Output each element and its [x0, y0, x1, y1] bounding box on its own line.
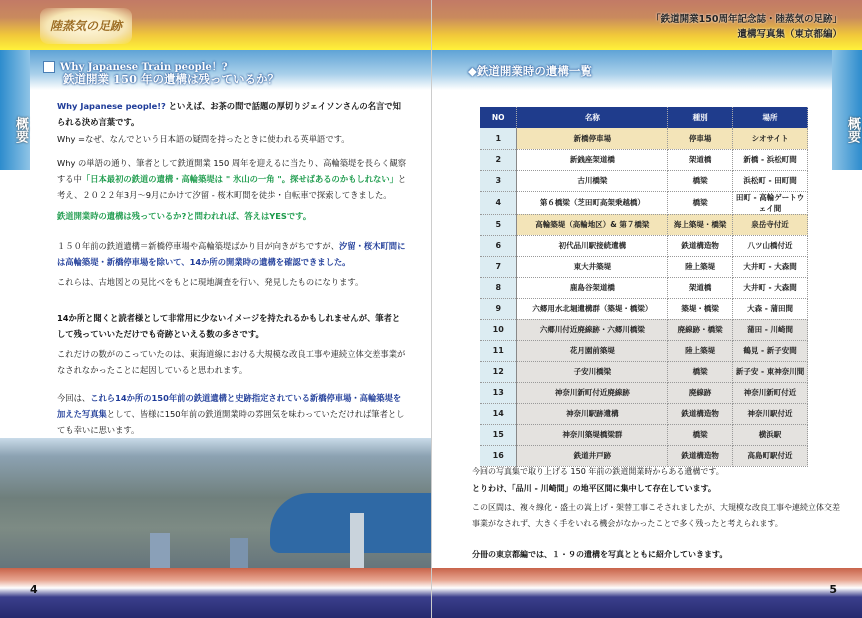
header-line: 「鉄道開業150周年記念誌・陸蒸気の足跡」 — [651, 14, 842, 25]
cell-name: 新橋停車場 — [517, 128, 668, 149]
section-title-line2: 鉄道開業 150 年の遺構は残っているか？ — [63, 72, 280, 86]
text: Why の単語の通り、筆者として鉄道開業 150 周年を迎えるに当たり、高輪築堤を長らく観察する中 — [57, 158, 407, 184]
paragraph-reason: これだけの数がのこっていたのは、東海道線における大規模な改良工事や連続立体交差事業がなされなかったことに起因していると思われます。 — [57, 349, 406, 375]
table-row — [480, 191, 808, 214]
cell-location: 神奈川新町付近 — [733, 382, 808, 403]
paragraph-summary: 今回の写真集で取り上げる 150 年前の鉄道開業時からある遺構です。 — [472, 467, 724, 476]
logo: 陸蒸気の足跡 — [40, 8, 132, 44]
header-location: 場所 — [733, 107, 808, 128]
cell-location: 鶴見 - 新子安間 — [733, 340, 808, 361]
cell-name: 神奈川新町付近廃線跡 — [517, 382, 668, 403]
table-row — [480, 256, 808, 277]
cell-type: 橋梁 — [668, 361, 733, 382]
cell-no: 14 — [480, 403, 517, 424]
highlight-text: これら14か所の150年前の鉄道遺構と史跡指定されている新橋停車場・高輪築堤を加えた写真集 — [57, 393, 402, 419]
table-row — [480, 277, 808, 298]
highlight-text: Why Japanese people!? — [57, 101, 166, 111]
cell-type: 陸上築堤 — [668, 256, 733, 277]
cell-name: 東大井築堤 — [517, 256, 668, 277]
remains-table — [480, 107, 808, 467]
paragraph-intro — [57, 98, 407, 130]
cell-type: 橋梁 — [668, 424, 733, 445]
cell-type: 架道橋 — [668, 277, 733, 298]
table-row — [480, 298, 808, 319]
footer-band — [432, 568, 862, 588]
header-name: 名称 — [517, 107, 668, 128]
cell-no: 8 — [480, 277, 517, 298]
cell-no: 6 — [480, 235, 517, 256]
footer-band — [0, 568, 431, 588]
cell-no: 7 — [480, 256, 517, 277]
table-row — [480, 382, 808, 403]
cell-name: 六郷川付近廃線跡・六郷川橋梁 — [517, 319, 668, 340]
checkbox-icon — [43, 61, 55, 73]
cell-type: 陸上築堤 — [668, 340, 733, 361]
cell-name: 第６橋梁（芝田町高架乗越橋） — [517, 191, 668, 214]
cell-type: 橋梁 — [668, 170, 733, 191]
table-row — [480, 340, 808, 361]
cell-name: 高輪築堤（高輪地区）& 第７橋梁 — [517, 214, 668, 235]
side-tab-overview: 概要 — [832, 50, 862, 170]
section-title-line1: Why Japanese Train people！? — [60, 62, 228, 73]
cell-no: 11 — [480, 340, 517, 361]
table-row — [480, 319, 808, 340]
cell-name: 花月園前築堤 — [517, 340, 668, 361]
building — [150, 533, 170, 573]
cell-location: 横浜駅 — [733, 424, 808, 445]
text: １５０年前の鉄道遺構＝新橋停車場や高輪築堤ばかり目が向きがちですが、 — [57, 241, 340, 251]
right-page — [432, 0, 862, 618]
highlight-text: 「日本最初の鉄道の遺構・高輪築堤は " 氷山の一角 "。探せばあるのかもしれない」 — [81, 174, 398, 184]
cell-type: 鉄道構造物 — [668, 445, 733, 466]
header-line: 遺構写真集（東京都編） — [737, 29, 842, 40]
cell-location: 神奈川駅付近 — [733, 403, 808, 424]
cell-no: 13 — [480, 382, 517, 403]
table-row — [480, 149, 808, 170]
cell-location: 浜松町 - 田町間 — [733, 170, 808, 191]
cell-no: 12 — [480, 361, 517, 382]
cell-type: 廃線跡・橋梁 — [668, 319, 733, 340]
table-header — [480, 107, 808, 128]
cell-no: 2 — [480, 149, 517, 170]
cell-location: 大井町 - 大森間 — [733, 256, 808, 277]
text: 今回は、 — [57, 393, 91, 403]
cell-location: 新子安 - 東神奈川間 — [733, 361, 808, 382]
page-number: 5 — [829, 583, 837, 596]
cell-name: 鹿島谷架道橋 — [517, 277, 668, 298]
cell-no: 10 — [480, 319, 517, 340]
cell-name: 初代品川駅接続遺構 — [517, 235, 668, 256]
cell-name: 新銭座架道橋 — [517, 149, 668, 170]
table-row — [480, 128, 808, 149]
cell-location: シオサイト — [733, 128, 808, 149]
cell-no: 4 — [480, 191, 517, 214]
text: として、皆様に150年前の鉄道開業時の雰囲気を味わっていただければ筆者としても幸いに思います。 — [57, 409, 405, 435]
cell-name: 古川橋梁 — [517, 170, 668, 191]
cell-no: 16 — [480, 445, 517, 466]
cell-type: 停車場 — [668, 128, 733, 149]
cell-type: 海上築堤・橋梁 — [668, 214, 733, 235]
cell-location: 八ツ山橋付近 — [733, 235, 808, 256]
cell-location: 田町 - 高輪ゲートウェイ間 — [733, 191, 808, 214]
cell-type: 鉄道構造物 — [668, 235, 733, 256]
cell-no: 5 — [480, 214, 517, 235]
cell-type: 架道橋 — [668, 149, 733, 170]
text: といえば、お茶の間で話題の厚切りジェイソンさんの名言で知られる決め言葉です。 — [57, 101, 401, 127]
city-aerial-photo — [0, 438, 431, 588]
cell-no: 9 — [480, 298, 517, 319]
paragraph-count: 14か所と聞くと読者様として非常用に少ないイメージを持たれるかもしれませんが、筆者として残っていいただけでも奇跡といえる数の多さです。 — [57, 313, 401, 339]
paragraph-highlight: とりわけ、「品川 - 川崎間」の地平区間に集中して存在しています。 — [472, 484, 716, 493]
cell-name: 神奈川築堤橋梁群 — [517, 424, 668, 445]
cell-name: 子安川橋梁 — [517, 361, 668, 382]
highlight-text: 汐留・桜木町間には高輪築堤・新橋停車場を除いて、14か所の開業時の遺構を確認できました。 — [57, 241, 406, 267]
paragraph-volume: 分冊の東京都編では、１・９の遺構を写真とともに紹介していきます。 — [472, 550, 728, 559]
cell-no: 3 — [480, 170, 517, 191]
footer-band-navy — [432, 588, 862, 618]
cell-location: 大井町 - 大森間 — [733, 277, 808, 298]
cell-location: 新橋 - 浜松町間 — [733, 149, 808, 170]
text: と考え、２０２２年3月～9月にかけて汐留 - 桜木町間を徒歩・自転車で探索してきました。 — [57, 174, 407, 200]
footer-band-navy — [0, 588, 431, 618]
cell-no: 15 — [480, 424, 517, 445]
cell-name: 神奈川駅跡遺構 — [517, 403, 668, 424]
paragraph-section: この区間は、複々線化・盛土の嵩上げ・架替工事こそされましたが、大規模な改良工事や連続立体交差事業がなされず、大きく手をいれる機会がなかったことで多く残ったと考えられます。 — [472, 503, 840, 528]
cell-name: 鉄道井戸跡 — [517, 445, 668, 466]
header-type: 種別 — [668, 107, 733, 128]
table-row — [480, 403, 808, 424]
running-header — [651, 12, 842, 42]
paragraph-why: Why =なぜ、なんでという日本語の疑問を持ったときに使われる英単語です。 — [57, 134, 350, 144]
section-title: ◆鉄道開業時の遺構一覧 — [468, 64, 592, 78]
cell-type: 鉄道構造物 — [668, 403, 733, 424]
side-tab-overview: 概要 — [0, 50, 30, 170]
cell-location: 高島町駅付近 — [733, 445, 808, 466]
table-row — [480, 361, 808, 382]
cell-location: 泉岳寺付近 — [733, 214, 808, 235]
cell-no: 1 — [480, 128, 517, 149]
paragraph-findings — [57, 238, 407, 270]
cell-location: 蒲田 - 川崎間 — [733, 319, 808, 340]
table-row — [480, 424, 808, 445]
paragraph-motivation — [57, 155, 407, 203]
paragraph-closing — [57, 390, 407, 438]
table-row — [480, 445, 808, 466]
cell-type: 橋梁 — [668, 191, 733, 214]
cell-type: 廃線跡 — [668, 382, 733, 403]
paragraph-answer: 鉄道開業時の遺構は残っているか?と問われれば、答えはYESです。 — [57, 211, 312, 221]
cell-location: 大森 - 蒲田間 — [733, 298, 808, 319]
cell-name: 六郷用水北堀遺構群（築堤・橋梁） — [517, 298, 668, 319]
header-no: NO — [480, 107, 517, 128]
table-row — [480, 170, 808, 191]
cell-type: 築堤・橋梁 — [668, 298, 733, 319]
table-row — [480, 235, 808, 256]
table-row — [480, 214, 808, 235]
paragraph-method: これらは、古地図との見比べをもとに現地調査を行い、発見したものになります。 — [57, 277, 364, 287]
page-number: 4 — [30, 583, 38, 596]
